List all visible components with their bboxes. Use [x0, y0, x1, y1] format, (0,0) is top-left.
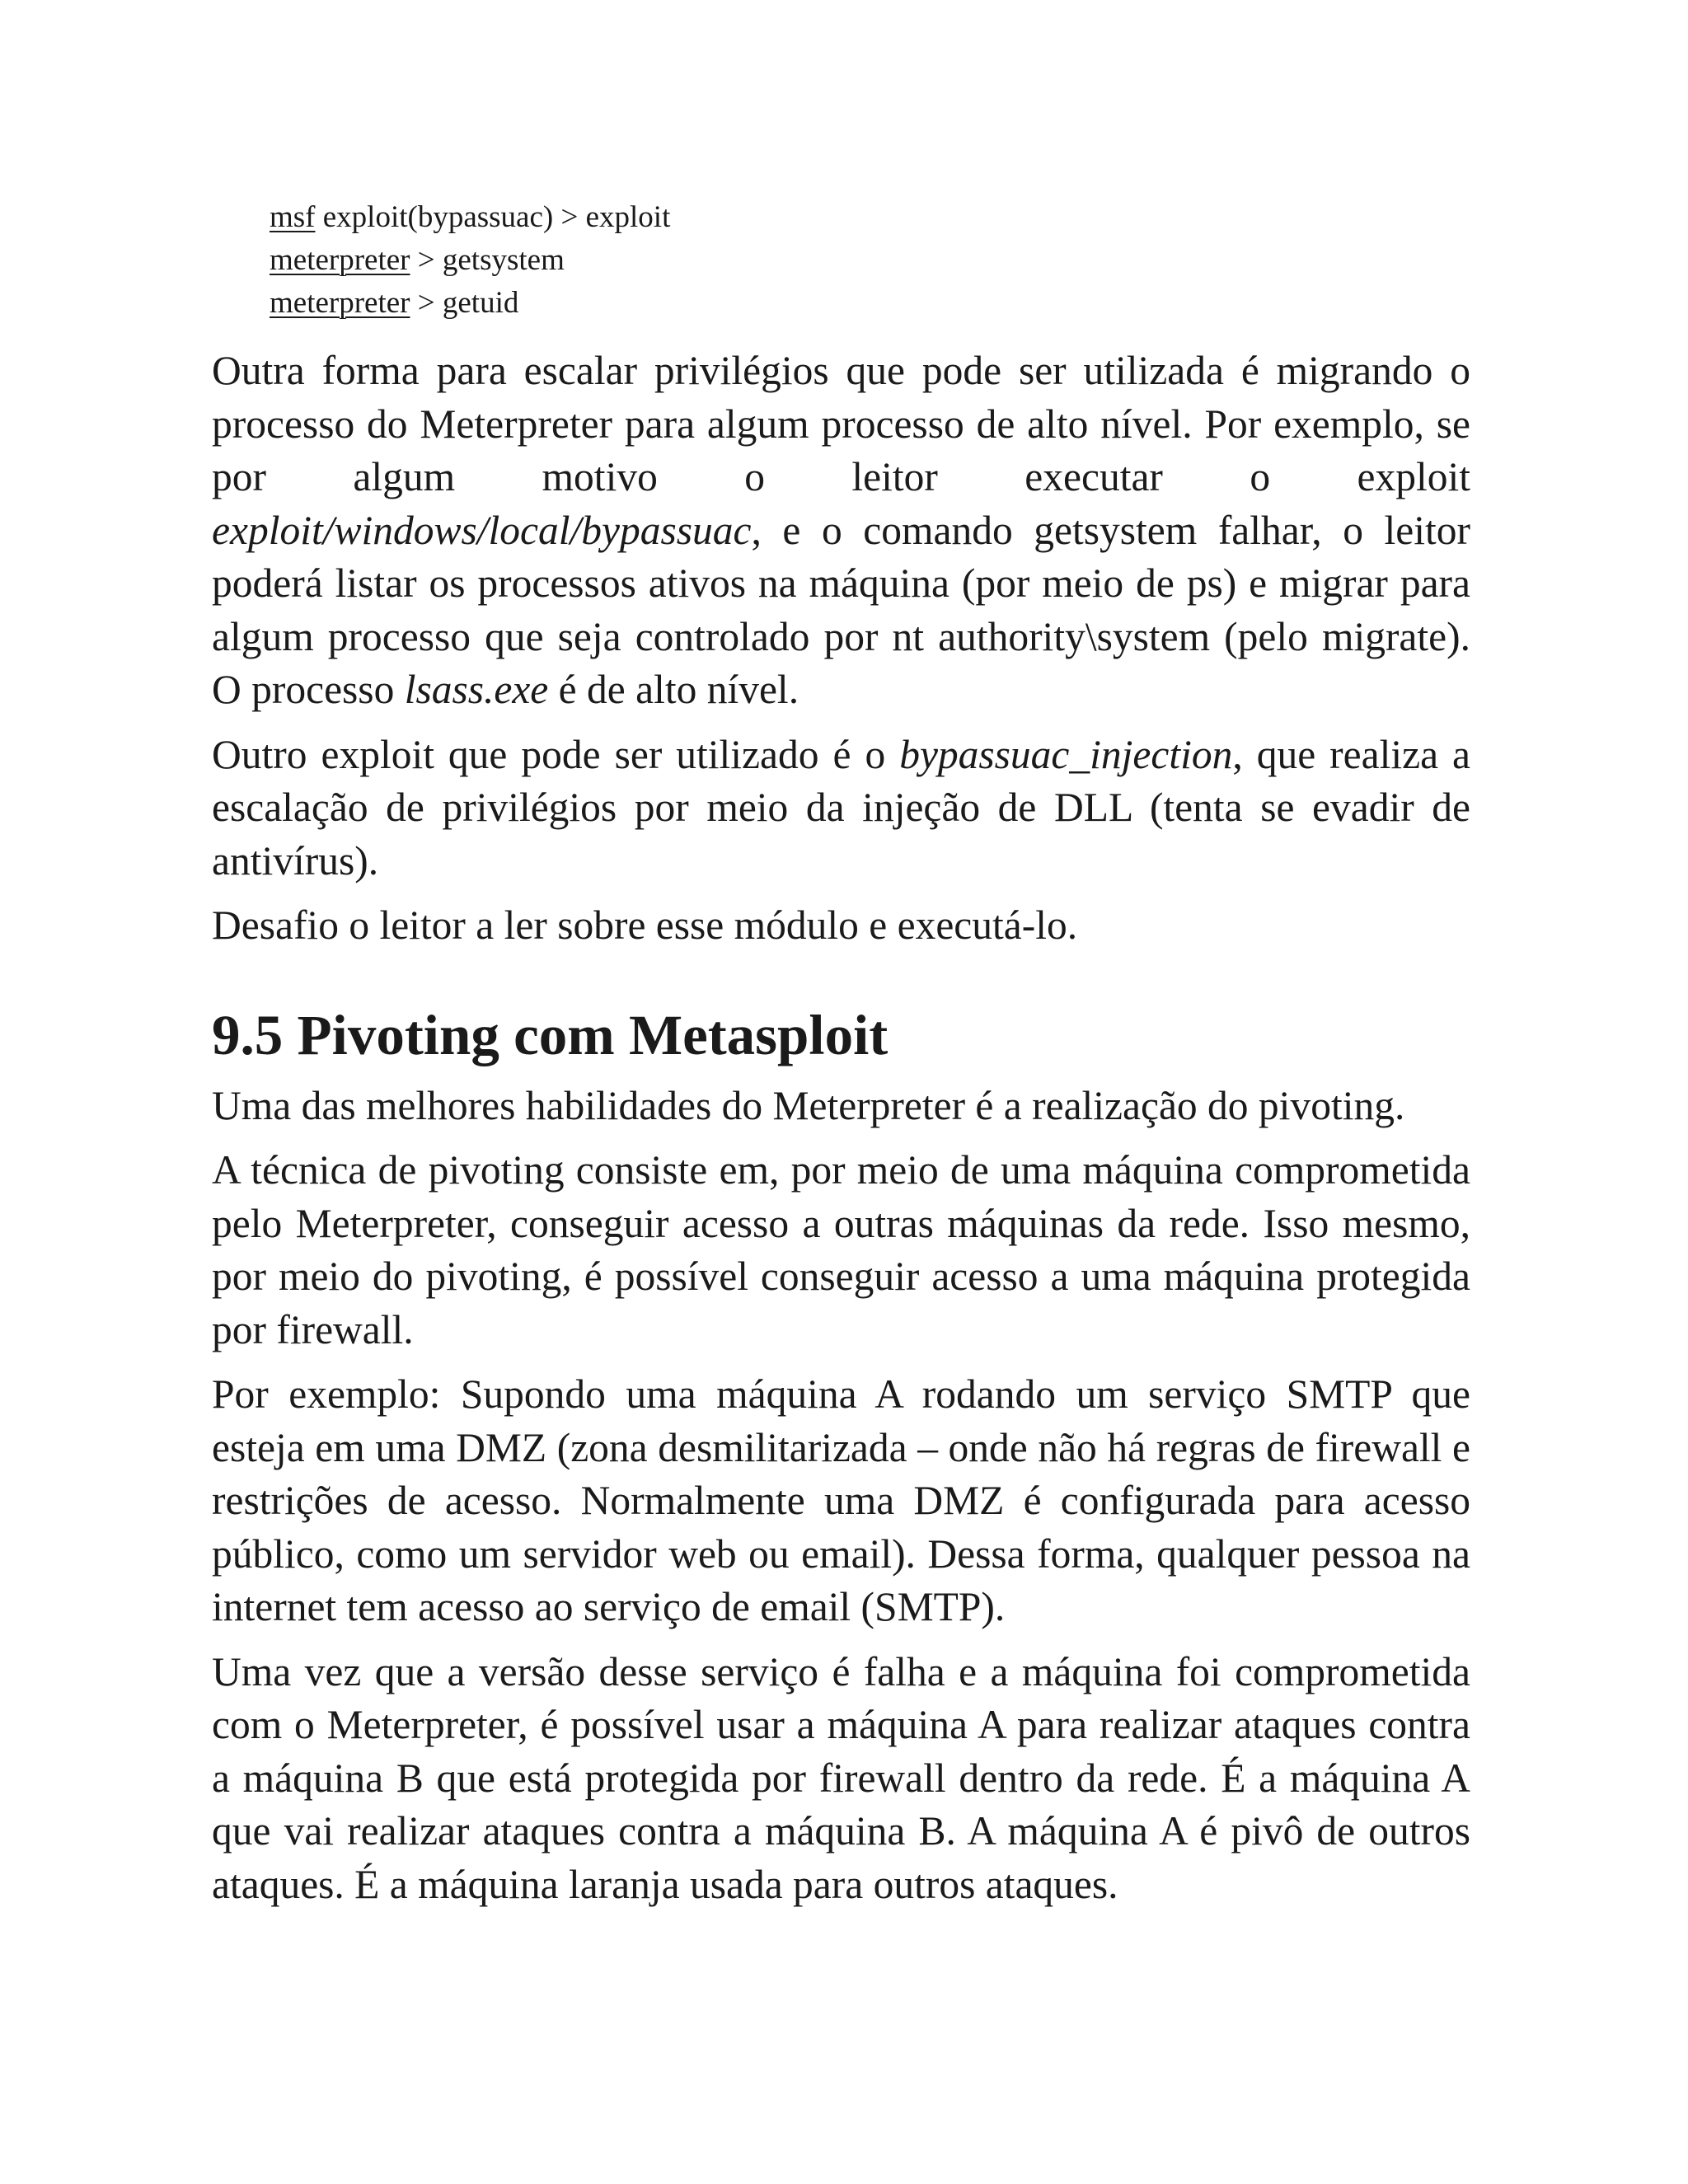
italic-term: lsass.exe	[404, 667, 549, 712]
code-prompt: msf	[270, 200, 316, 234]
code-command: exploit(bypassuac) > exploit	[315, 200, 671, 234]
paragraph-challenge: Desafio o leitor a ler sobre esse módulo e executá-lo.	[212, 902, 1078, 948]
paragraph-pivoting-technique: A técnica de pivoting consiste em, por meio de uma máquina comprometida pelo Meterpreter, conseguir acesso a outras máquinas da rede. Isso mesmo, por meio do pivoting, é possível conseguir acesso a uma máquina protegida por firewall.	[212, 1147, 1470, 1352]
code-block	[270, 196, 670, 325]
code-prompt: meterpreter	[270, 243, 410, 277]
text-run: Outra forma para escalar privilégios que pode ser utilizada é migrando o processo do Meterpreter para algum processo de alto nível. Por exemplo, se por algum motivo o leitor executar o exploit	[212, 348, 1470, 499]
code-command: > getsystem	[410, 243, 565, 277]
section-heading: 9.5 Pivoting com Metasploit	[212, 1003, 889, 1066]
text-run: , que realiza a escalação de privilégios por meio da injeção de DLL (tenta se evadir de antivírus).	[212, 731, 1471, 883]
italic-term: bypassuac_injection	[899, 731, 1233, 777]
paragraph-bypassuac-injection	[212, 729, 1470, 888]
code-line	[270, 239, 670, 282]
text-run: é de alto nível.	[548, 667, 799, 712]
paragraph-migrate	[212, 344, 1470, 717]
paragraph-attack: Uma vez que a versão desse serviço é falha e a máquina foi comprometida com o Meterpreter, é possível usar a máquina A para realizar ataques contra a máquina B que está protegida por firewall dentro da rede. É a máquina A que vai realizar ataques contra a máquina B. A máquina A é pivô de outros ataques. É a máquina laranja usada para outros ataques.	[212, 1648, 1470, 1907]
code-prompt: meterpreter	[270, 286, 410, 320]
text-run: Outro exploit que pode ser utilizado é o	[212, 731, 900, 777]
italic-term: exploit/windows/local/bypassuac	[212, 507, 752, 553]
text-run: , e o comando getsystem falhar, o leitor poderá listar os processos ativos na máquina (por meio de ps) e migrar para algum processo que seja controlado por nt authority\system (pelo migrate). O processo	[212, 507, 1470, 712]
paragraph-example: Por exemplo: Supondo uma máquina A rodando um serviço SMTP que esteja em uma DMZ (zona desmilitarizada – onde não há regras de firewall e restrições de acesso. Normalmente uma DMZ é configurada para acesso público, como um servidor web ou email). Dessa forma, qualquer pessoa na internet tem acesso ao serviço de email (SMTP).	[212, 1371, 1470, 1629]
code-line	[270, 282, 670, 325]
code-line	[270, 196, 670, 239]
body-content	[212, 344, 1470, 1923]
code-command: > getuid	[410, 286, 519, 320]
paragraph-pivoting-intro: Uma das melhores habilidades do Meterpreter é a realização do pivoting.	[212, 1082, 1405, 1128]
